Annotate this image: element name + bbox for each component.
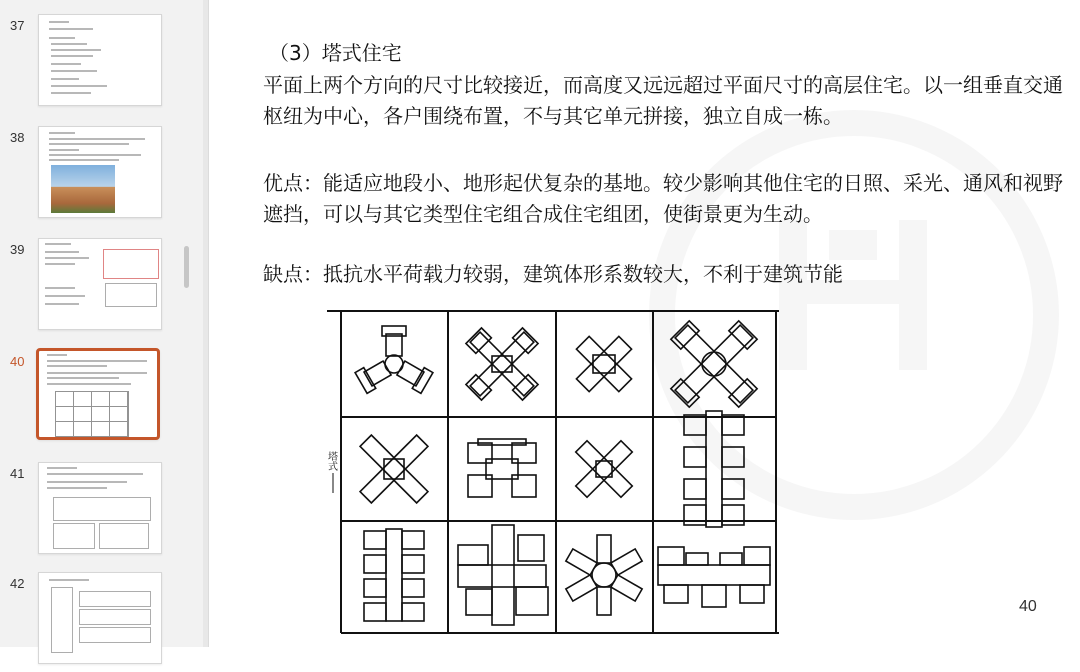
figure-side-label: 塔式 — [325, 451, 337, 471]
plan-x-shape — [466, 328, 538, 400]
watermark-mark — [769, 210, 939, 380]
slide-thumbnail-row[interactable] — [0, 126, 200, 226]
panel-splitter[interactable] — [203, 0, 208, 647]
thumbnail-scrollbar-thumb[interactable] — [184, 246, 189, 288]
building-photo — [51, 165, 115, 213]
plan-cross-compact — [576, 336, 631, 391]
slide-thumbnail-selected[interactable] — [36, 348, 160, 440]
disadvantages-paragraph: 缺点：抵抗水平荷载力较弱，建筑体形系数较大，不利于建筑节能 — [263, 262, 843, 286]
plan-irregular-cross — [458, 525, 548, 625]
plan-h-shape — [468, 439, 536, 497]
slide-number-label: 41 — [10, 466, 25, 481]
slide-thumbnail[interactable] — [38, 14, 162, 106]
slide-number-label: 38 — [10, 130, 25, 145]
slide-thumbnail-row[interactable] — [0, 14, 200, 114]
page-number: 40 — [1019, 598, 1037, 615]
slide-number-label: 40 — [10, 354, 25, 369]
plan-flower — [566, 535, 642, 615]
plan-large-x — [671, 321, 757, 407]
slide-thumbnail-panel[interactable] — [0, 0, 209, 647]
plan-tall-spine — [684, 411, 744, 527]
advantages-paragraph: 优点：能适应地段小、地形起伏复杂的基地。较少影响其他住宅的日照、采光、通风和视野遮挡，可以与其它类型住宅组合成住宅组团，使街景更为生动。 — [263, 171, 1063, 226]
plan-x-small — [576, 441, 633, 498]
slide-thumbnail-row[interactable] — [0, 572, 200, 672]
slide-thumbnail[interactable] — [38, 126, 162, 218]
slide-number-label: 42 — [10, 576, 25, 591]
plan-wide-slab — [658, 547, 770, 607]
slide-thumbnail[interactable] — [38, 462, 162, 554]
section-heading: （3）塔式住宅 — [269, 41, 402, 65]
tower-plan-figure — [327, 303, 779, 637]
slide-thumbnail[interactable] — [38, 572, 162, 664]
plan-x-long — [360, 435, 428, 503]
slide-number-label: 37 — [10, 18, 25, 33]
definition-paragraph: 平面上两个方向的尺寸比较接近，而高度又远远超过平面尺寸的高层住宅。以一组垂直交通枢纽为中心，各户围绕布置，不与其它单元拼接，独立自成一栋。 — [263, 73, 1063, 128]
slide-canvas[interactable] — [209, 0, 1080, 647]
slide-thumbnail-row[interactable] — [0, 238, 200, 338]
slide-number-label: 39 — [10, 242, 25, 257]
slide-thumbnail[interactable] — [38, 238, 162, 330]
slide-thumbnail-row[interactable] — [0, 462, 200, 562]
plan-double-spine — [364, 529, 424, 621]
slide-thumbnail-row-active[interactable] — [0, 350, 200, 450]
plan-trefoil — [355, 326, 433, 393]
